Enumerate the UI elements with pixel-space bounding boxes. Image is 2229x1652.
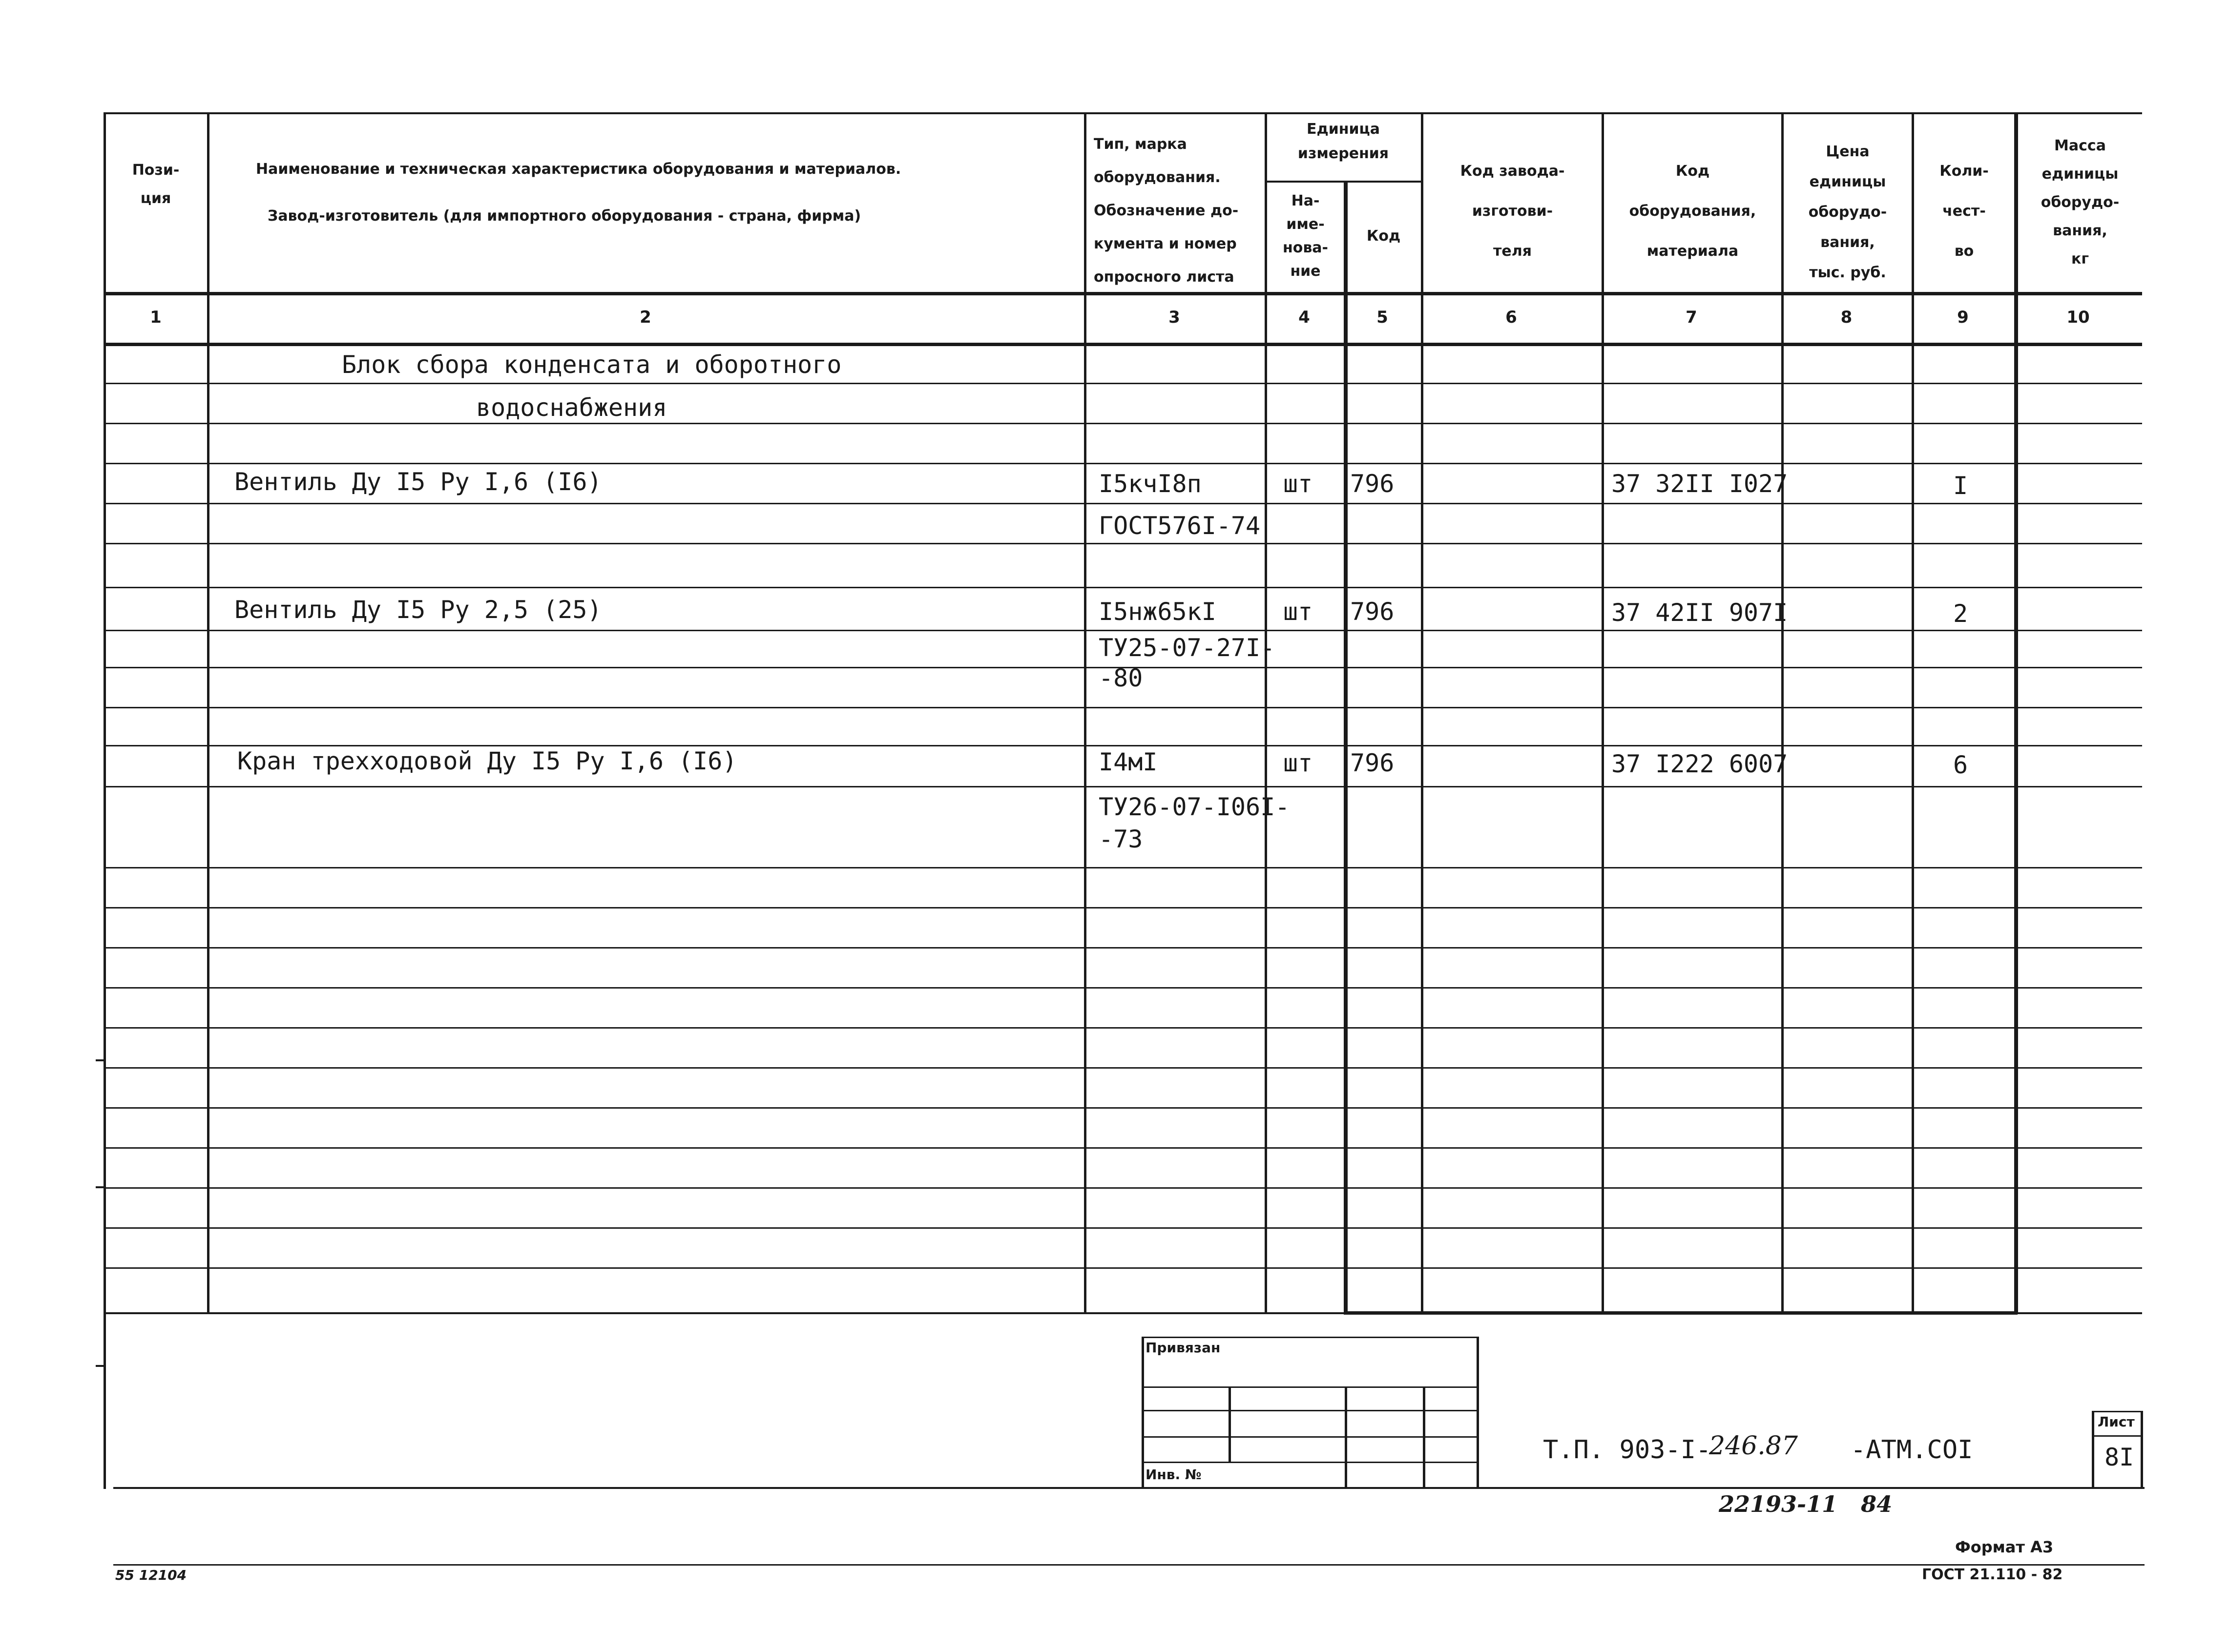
item-material-code: 37 42II 907I (1611, 599, 1788, 627)
stamp-doc-suffix: -АТМ.COI (1851, 1435, 1973, 1465)
item-quantity: I (1953, 472, 1968, 500)
row-line (104, 745, 2142, 746)
stamp-box-row (1142, 1386, 1479, 1388)
header-name-line2: Завод-изготовитель (для импортного оборудования - страна, фирма) (268, 207, 861, 225)
row-line (104, 987, 2142, 989)
row-line (104, 1267, 2142, 1269)
handwritten-registry-number: 22193-11 84 (1719, 1491, 1893, 1517)
col3-right-line (1265, 112, 1267, 1313)
header-factory-code: Код завода- изготови- теля (1460, 163, 1565, 260)
row-line (104, 1067, 2142, 1069)
col6-right-line (1602, 112, 1604, 1313)
item-type-doc-cont: -73 (1099, 825, 1143, 853)
item-material-code: 37 I222 6007 (1611, 750, 1788, 778)
item-name: Кран трехходовой Ду I5 Ру I,6 (I6) (237, 747, 737, 775)
stamp-bottom-line (113, 1487, 2145, 1489)
col4-right-line (1344, 181, 1348, 1313)
item-name: Вентиль Ду I5 Ру I,6 (I6) (234, 468, 602, 496)
table-bottom-line (104, 1312, 2142, 1314)
stamp-box-col (1229, 1386, 1231, 1462)
header-material-code: Код оборудования, материала (1629, 163, 1756, 260)
item-unit-code: 796 (1350, 598, 1395, 626)
stamp-doc-handwritten: 246.87 (1709, 1431, 1798, 1461)
header-price: Цена единицы оборудо- вания, тыс. руб. (1808, 143, 1887, 281)
row-line (104, 947, 2142, 949)
row-line (104, 1227, 2142, 1229)
row-line (104, 786, 2142, 787)
margin-tick (96, 1365, 105, 1367)
stamp-box-row (1142, 1410, 1479, 1411)
column-number: 5 (1376, 308, 1388, 327)
item-type-doc: ГОСТ576I-74 (1099, 512, 1261, 540)
item-unit-code: 796 (1350, 749, 1395, 777)
col7-right-line (1781, 112, 1784, 1313)
item-type: I5кчI8п (1099, 470, 1202, 498)
stamp-box-row (1142, 1462, 1479, 1463)
row-line (104, 1147, 2142, 1149)
row-line (104, 383, 2142, 384)
stamp-box-col (1423, 1386, 1425, 1487)
row-line (104, 1027, 2142, 1029)
header-quantity: Коли- чест- во (1939, 163, 1989, 260)
stamp-box-left (1142, 1337, 1144, 1487)
sheet-box-top (2092, 1411, 2143, 1412)
header-unit-name: На- име- нова- ние (1282, 192, 1329, 280)
section-title-line2: водоснабжения (476, 393, 667, 422)
stamp-inv-no: Инв. № (1146, 1466, 1202, 1483)
sheet-label: Лист (2098, 1414, 2135, 1430)
section-title-line1: Блок сбора конденсата и оборотного (342, 351, 842, 379)
unit-group-divider (1265, 181, 1421, 183)
column-number: 9 (1957, 308, 1969, 327)
item-unit: шт (1283, 749, 1313, 777)
stamp-box-top (1142, 1337, 1479, 1338)
column-number: 1 (150, 308, 162, 327)
column-number: 7 (1686, 308, 1697, 327)
column-number: 2 (640, 308, 651, 327)
item-quantity: 6 (1953, 751, 1968, 779)
stamp-privyazan: Привязан (1146, 1340, 1221, 1356)
gost-label: ГОСТ 21.110 - 82 (1922, 1566, 2063, 1583)
column-number: 4 (1298, 308, 1310, 327)
column-number: 3 (1168, 308, 1180, 327)
row-line (104, 463, 2142, 464)
header-unit-code: Код (1366, 227, 1401, 245)
stamp-box-row (1142, 1436, 1479, 1438)
header-type: Тип, марка оборудования. Обозначение до- кумента и номер опросного листа (1094, 136, 1239, 286)
sheet-box-mid (2092, 1435, 2143, 1437)
stamp-box-right (1477, 1337, 1479, 1487)
item-quantity: 2 (1953, 599, 1968, 628)
header-position: Пози- ция (132, 162, 180, 207)
col5-right-line (1421, 112, 1423, 1313)
header-mass: Масса единицы оборудо- вания, кг (2041, 137, 2120, 268)
bottom-code: 55 12104 (115, 1567, 187, 1583)
row-line (104, 907, 2142, 909)
col8-right-line (1912, 112, 1914, 1313)
row-line (104, 1107, 2142, 1109)
row-line (104, 587, 2142, 588)
column-number: 6 (1505, 308, 1517, 327)
colnum-bottom-line (104, 343, 2142, 346)
row-line (104, 543, 2142, 544)
frame-top-line (104, 112, 2142, 114)
format-label: Формат А3 (1955, 1538, 2054, 1556)
margin-tick (96, 1186, 105, 1188)
row-line (104, 867, 2142, 868)
item-unit: шт (1283, 470, 1313, 498)
column-number: 10 (2066, 308, 2090, 327)
header-name-line1: Наименование и техническая характеристика оборудования и материалов. (256, 161, 901, 178)
col2-right-line (1084, 112, 1086, 1313)
item-type: I5нж65кI (1099, 598, 1216, 626)
column-number: 8 (1840, 308, 1853, 327)
item-type-doc: ТУ26-07-I06I- (1099, 793, 1290, 821)
margin-tick (96, 1059, 105, 1061)
item-name: Вентиль Ду I5 Ру 2,5 (25) (234, 596, 602, 624)
footer-line (113, 1564, 2145, 1566)
item-type-doc-cont: -80 (1099, 664, 1143, 692)
col1-right-line (207, 112, 209, 1313)
sheet-box-right (2141, 1411, 2143, 1487)
row-line (104, 630, 2142, 631)
row-line (104, 423, 2142, 424)
row-line (104, 707, 2142, 708)
row-line (104, 1187, 2142, 1189)
sheet-number: 8I (2104, 1443, 2134, 1471)
item-unit-code: 796 (1350, 470, 1395, 498)
stamp-box-col (1345, 1386, 1347, 1487)
item-material-code: 37 32II I027 (1611, 470, 1788, 498)
col9-right-line (2014, 112, 2018, 1313)
header-unit-group: Единица измерения (1297, 121, 1389, 162)
stamp-doc-prefix: Т.П. 903-I- (1543, 1435, 1711, 1465)
item-unit: шт (1283, 598, 1313, 626)
sheet-box-left (2092, 1411, 2094, 1487)
item-type: I4мI (1099, 748, 1158, 776)
row-line (104, 503, 2142, 504)
item-type-doc: ТУ25-07-27I- (1099, 634, 1275, 662)
